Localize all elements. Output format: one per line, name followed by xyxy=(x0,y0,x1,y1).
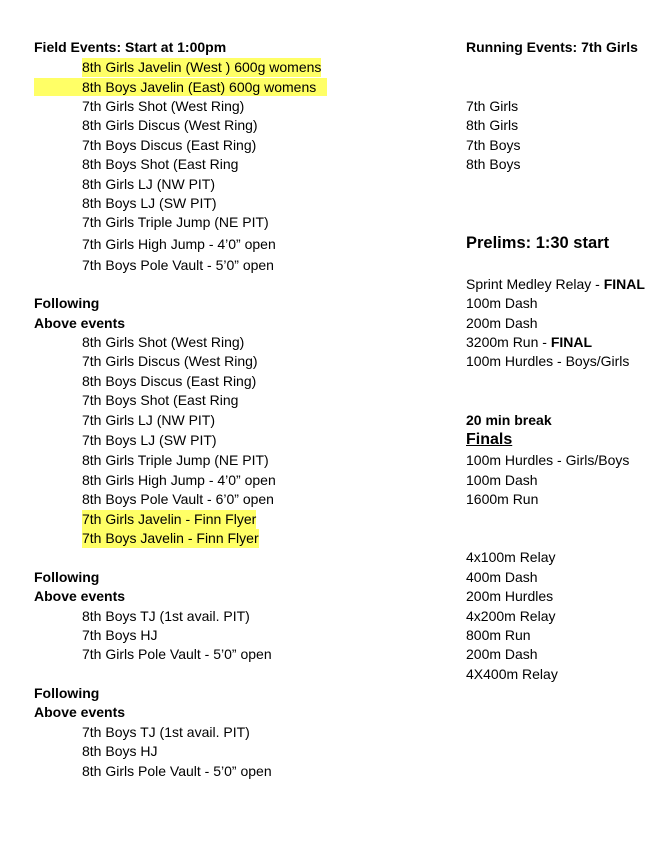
finals-header: Finals xyxy=(466,431,513,448)
following-label: Following xyxy=(34,295,100,311)
field-event-item: 7th Girls Javelin - Finn Flyer xyxy=(82,511,257,527)
field-event-item: 8th Girls High Jump - 4’0” open xyxy=(82,472,276,488)
break-label: 20 min break xyxy=(466,412,552,428)
field-event-item: 8th Boys Shot (East Ring xyxy=(82,156,239,172)
final-event: 200m Hurdles xyxy=(466,588,554,604)
final-event: 100m Hurdles - Girls/Boys xyxy=(466,452,630,468)
field-event-item: 7th Boys Javelin - Finn Flyer xyxy=(82,530,259,546)
above-events-label: Above events xyxy=(34,315,126,331)
field-event-item: 7th Boys TJ (1st avail. PIT) xyxy=(82,724,250,740)
final-event: 400m Dash xyxy=(466,569,538,585)
final-event: 1600m Run xyxy=(466,491,539,507)
field-event-item: 8th Boys Discus (East Ring) xyxy=(82,373,257,389)
final-event: 4X400m Relay xyxy=(466,666,558,682)
prelim-event: 100m Dash xyxy=(466,295,538,311)
field-event-item: 8th Boys LJ (SW PIT) xyxy=(82,195,217,211)
field-event-item: 8th Girls Pole Vault - 5’0” open xyxy=(82,763,272,779)
running-order-item: 7th Boys xyxy=(466,137,521,153)
running-order-item: 8th Boys xyxy=(466,156,521,172)
field-event-item: 7th Boys Shot (East Ring xyxy=(82,392,239,408)
above-events-label: Above events xyxy=(34,588,126,604)
field-event-item: 7th Boys HJ xyxy=(82,627,158,643)
field-events-header: Field Events: Start at 1:00pm xyxy=(34,39,227,55)
field-event-item: 7th Boys Pole Vault - 5’0” open xyxy=(82,257,274,273)
field-event-item: 8th Boys TJ (1st avail. PIT) xyxy=(82,608,250,624)
field-event-item: 7th Girls High Jump - 4’0” open xyxy=(82,236,276,252)
field-event-item: 8th Boys HJ xyxy=(82,743,158,759)
prelim-event: 200m Dash xyxy=(466,315,538,331)
field-event-item: 7th Girls Pole Vault - 5’0” open xyxy=(82,646,272,662)
prelim-event-label: 3200m Run - xyxy=(466,334,551,350)
final-event: 4x100m Relay xyxy=(466,549,556,565)
field-event-item: 7th Boys LJ (SW PIT) xyxy=(82,432,217,448)
field-event-item: 8th Boys Javelin (East) 600g womens xyxy=(82,79,317,95)
field-event-item: 7th Girls LJ (NW PIT) xyxy=(82,412,216,428)
final-event: 200m Dash xyxy=(466,646,538,662)
field-event-item: 8th Girls Discus (West Ring) xyxy=(82,117,258,133)
final-tag: FINAL xyxy=(550,334,593,350)
prelim-event xyxy=(466,275,645,294)
final-event: 100m Dash xyxy=(466,472,538,488)
prelims-header: Prelims: 1:30 start xyxy=(466,234,610,252)
following-label: Following xyxy=(34,569,100,585)
running-events-header: Running Events: 7th Girls xyxy=(466,39,638,55)
field-event-item: 8th Girls Shot (West Ring) xyxy=(82,334,245,350)
prelim-event xyxy=(466,333,592,352)
field-event-item: 8th Boys Pole Vault - 6’0” open xyxy=(82,491,274,507)
field-event-item: 8th Girls Javelin (West ) 600g womens xyxy=(82,59,322,75)
field-event-item: 7th Boys Discus (East Ring) xyxy=(82,137,257,153)
final-tag: FINAL xyxy=(603,276,645,292)
field-event-item: 7th Girls Discus (West Ring) xyxy=(82,353,258,369)
final-event: 4x200m Relay xyxy=(466,608,556,624)
prelim-event: 100m Hurdles - Boys/Girls xyxy=(466,353,630,369)
following-label: Following xyxy=(34,685,100,701)
final-event: 800m Run xyxy=(466,627,531,643)
running-order-item: 8th Girls xyxy=(466,117,519,133)
field-event-item: 8th Girls Triple Jump (NE PIT) xyxy=(82,452,269,468)
field-event-item: 7th Girls Triple Jump (NE PIT) xyxy=(82,214,269,230)
field-event-item: 8th Girls LJ (NW PIT) xyxy=(82,176,216,192)
field-event-item: 7th Girls Shot (West Ring) xyxy=(82,98,245,114)
running-order-item: 7th Girls xyxy=(466,98,519,114)
above-events-label: Above events xyxy=(34,704,126,720)
prelim-event-label: Sprint Medley Relay - xyxy=(466,276,604,292)
